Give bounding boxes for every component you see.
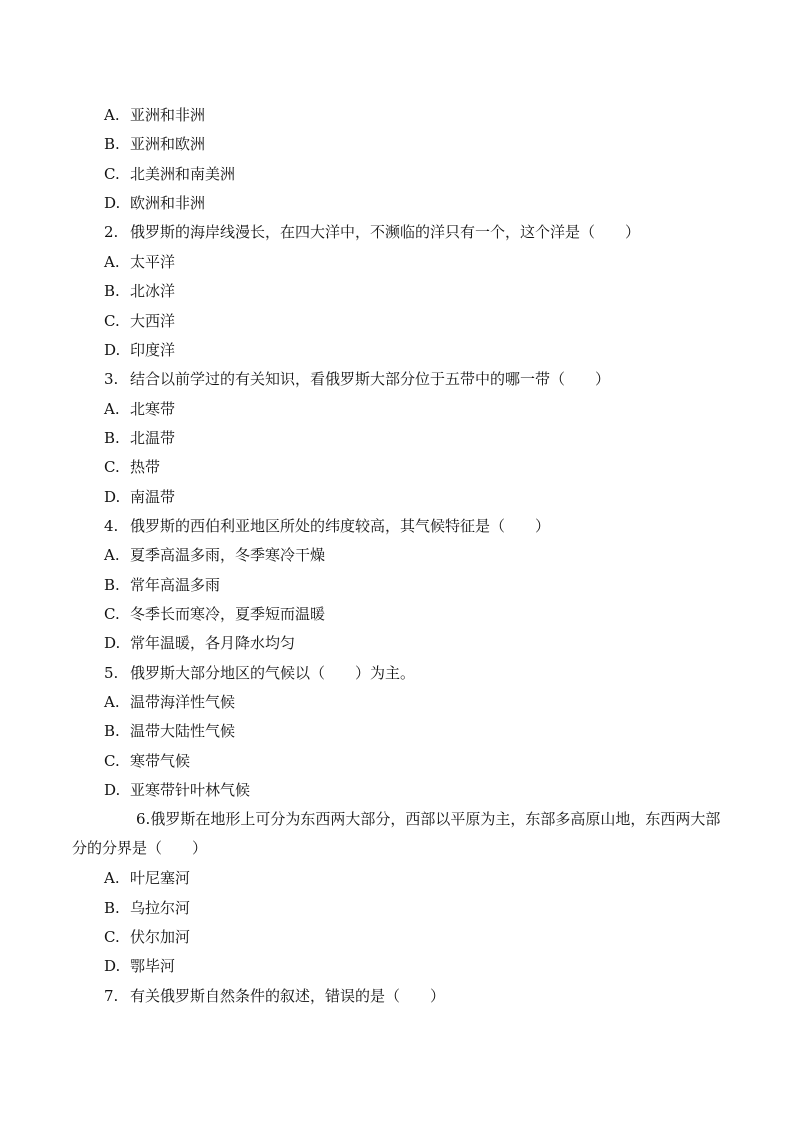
q2-option-c: C. 大西洋 xyxy=(104,312,176,330)
question-2: 2. 俄罗斯的海岸线漫长，在四大洋中，不濒临的洋只有一个，这个洋是（ ） xyxy=(104,223,641,241)
q5-option-b: B. 温带大陆性气候 xyxy=(104,722,236,740)
q2-option-d: D. 印度洋 xyxy=(104,341,176,359)
q2-option-b: B. 北冰洋 xyxy=(104,282,176,300)
q3-option-a: A. 北寒带 xyxy=(104,400,176,418)
q4-option-d: D. 常年温暖，各月降水均匀 xyxy=(104,634,296,652)
q6-option-b: B. 乌拉尔河 xyxy=(104,899,191,917)
question-3: 3. 结合以前学过的有关知识，看俄罗斯大部分位于五带中的哪一带（ ） xyxy=(104,370,611,388)
q4-option-b: B. 常年高温多雨 xyxy=(104,576,221,594)
q3-option-d: D. 南温带 xyxy=(104,488,176,506)
q5-option-c: C. 寒带气候 xyxy=(104,752,191,770)
q5-option-d: D. 亚寒带针叶林气候 xyxy=(104,781,251,799)
q6-option-c: C. 伏尔加河 xyxy=(104,928,191,946)
q1-option-b: B. 亚洲和欧洲 xyxy=(104,135,206,153)
question-4: 4. 俄罗斯的西伯利亚地区所处的纬度较高，其气候特征是（ ） xyxy=(104,517,551,535)
q3-option-c: C. 热带 xyxy=(104,458,161,476)
q4-option-c: C. 冬季长而寒冷，夏季短而温暖 xyxy=(104,605,326,623)
q4-option-a: A. 夏季高温多雨，冬季寒冷干燥 xyxy=(104,546,326,564)
q3-option-b: B. 北温带 xyxy=(104,429,176,447)
q1-option-d: D. 欧洲和非洲 xyxy=(104,194,206,212)
question-7: 7. 有关俄罗斯自然条件的叙述，错误的是（ ） xyxy=(104,987,446,1005)
q5-option-a: A. 温带海洋性气候 xyxy=(104,693,236,711)
q1-option-c: C. 北美洲和南美洲 xyxy=(104,165,236,183)
q6-option-d: D. 鄂毕河 xyxy=(104,957,176,975)
question-6: 6.俄罗斯在地形上可分为东西两大部分，西部以平原为主，东部多高原山地，东西两大部分的分界是（ ） xyxy=(72,810,721,858)
q6-option-a: A. 叶尼塞河 xyxy=(104,869,191,887)
question-5: 5. 俄罗斯大部分地区的气候以（ ）为主。 xyxy=(104,664,416,682)
q2-option-a: A. 太平洋 xyxy=(104,253,176,271)
q1-option-a: A. 亚洲和非洲 xyxy=(104,106,206,124)
